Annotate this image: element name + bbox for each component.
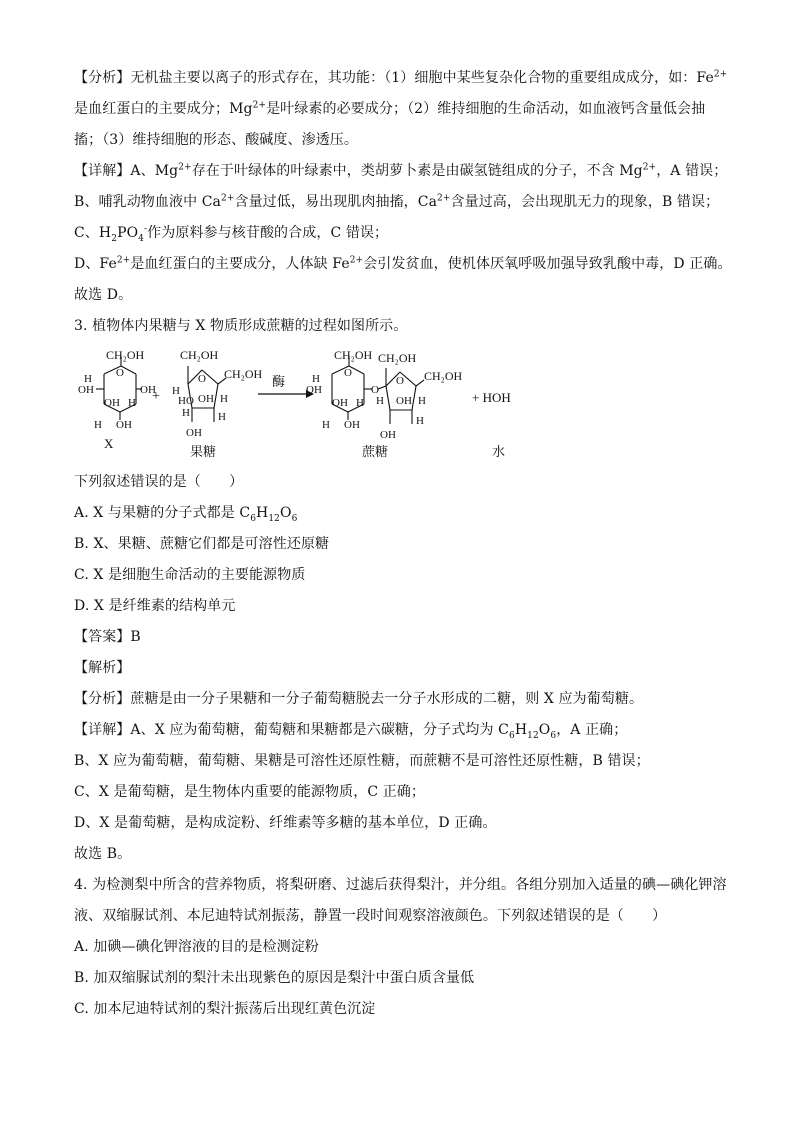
fructose-h-right: H bbox=[220, 393, 228, 405]
conclusion-q2: 故选 D。 bbox=[74, 287, 133, 303]
sucrose-glc-oh-bottom: OH bbox=[344, 419, 360, 431]
fructose-ring-o: O bbox=[198, 373, 206, 385]
glucose-ch2oh: CH₂OH bbox=[106, 348, 145, 362]
sucrose-fru-h-right: H bbox=[418, 395, 426, 407]
plus-sign-1: + bbox=[152, 389, 160, 404]
label-x: X bbox=[104, 436, 114, 451]
detail-q2-line2: B、哺乳动物血液中 $Ca^{2+}$含量过低，易出现肌肉抽搐，$Ca^{2+}$含量过高，会出现肌无力的现象，B 错误； bbox=[74, 193, 720, 210]
option-3d: D. X 是纤维素的结构单元 bbox=[74, 598, 236, 614]
analysis-q2-line3: 搐；（3）维持细胞的形态、酸碱度、渗透压。 bbox=[74, 132, 359, 148]
question-3-stem: 3. 植物体内果糖与 X 物质形成蔗糖的过程如图所示。 bbox=[74, 318, 408, 334]
label-water: 水 bbox=[492, 444, 506, 459]
glycosidic-o: O bbox=[371, 384, 379, 396]
option-4a: A. 加碘—碘化钾溶液的目的是检测淀粉 bbox=[74, 939, 319, 955]
sucrose-glc-ring-o: O bbox=[344, 367, 352, 379]
sucrose-formation-diagram bbox=[74, 344, 634, 464]
label-fructose: 果糖 bbox=[190, 444, 217, 459]
sucrose-fru-ring-o: O bbox=[396, 375, 404, 387]
detail-q2-line1: 【详解】A、$Mg^{2+}$存在于叶绿体的叶绿素中，类胡萝卜素是由碳氢链组成的分子，不含 $Mg^{2+}$，A 错误； bbox=[74, 162, 728, 179]
glucose-h1: H bbox=[84, 373, 92, 385]
glucose-oh-mid: OH bbox=[104, 397, 120, 409]
sucrose-glc-ch2oh: CH₂OH bbox=[334, 348, 373, 362]
option-4c: C. 加本尼迪特试剂的梨汁振荡后出现红黄色沉淀 bbox=[74, 1001, 376, 1017]
analysis-q2-line2: 是血红蛋白的主要成分；$Mg^{2+}$是叶绿素的必要成分；（2）维持细胞的生命活动，如血液钙含量低会抽 bbox=[74, 100, 706, 117]
fructose-ch2oh-right: CH₂OH bbox=[224, 367, 263, 381]
sucrose-fru-ch2oh-right: CH₂OH bbox=[424, 369, 463, 383]
detail-q2-line3: C、$H_2PO_4^-$作为原料参与核苷酸的合成，C 错误； bbox=[74, 224, 389, 244]
jiexi-3: 【解析】 bbox=[74, 660, 131, 676]
water-formula: + HOH bbox=[472, 390, 511, 405]
detail-q3-line1: 【详解】A、X 应为葡萄糖，葡萄糖和果糖都是六碳糖，分子式均为 $C_6H_{12}O_6$，A 正确； bbox=[74, 722, 628, 741]
glucose-oh-right: OH bbox=[140, 384, 156, 396]
sucrose-glc-oh-left: OH bbox=[306, 384, 322, 396]
fructose-h-bottom-right: H bbox=[218, 411, 226, 423]
glucose-structure bbox=[96, 356, 142, 420]
option-3a: A. X 与果糖的分子式都是 $C_6H_{12}O_6$ bbox=[74, 505, 298, 524]
sucrose-glc-h2: H bbox=[356, 397, 364, 409]
fructose-oh-bottom: OH bbox=[186, 427, 202, 439]
option-3c: C. X 是细胞生命活动的主要能源物质 bbox=[74, 567, 306, 583]
glucose-ring-o: O bbox=[116, 367, 124, 379]
sucrose-fru-ch2oh-top: CH₂OH bbox=[378, 351, 417, 365]
detail-q3-line4: D、X 是葡萄糖，是构成淀粉、纤维素等多糖的基本单位，D 正确。 bbox=[74, 815, 497, 831]
sucrose-fru-oh-bottom: OH bbox=[380, 429, 396, 441]
option-3b: B. X、果糖、蔗糖它们都是可溶性还原糖 bbox=[74, 536, 330, 552]
analysis-q2-line1: 【分析】无机盐主要以离子的形式存在，其功能：（1）细胞中某些复杂化合物的重要组成成分，如：$Fe^{2+}$ bbox=[74, 69, 728, 86]
sucrose-fru-h-left: H bbox=[376, 395, 384, 407]
glucose-h2: H bbox=[128, 397, 136, 409]
fructose-h-bottom: H bbox=[182, 407, 190, 419]
fructose-oh-mid: OH bbox=[198, 393, 214, 405]
question-3-ask: 下列叙述错误的是（ ） bbox=[74, 474, 244, 490]
question-4-stem2: 液、双缩脲试剂、本尼迪特试剂振荡，静置一段时间观察溶液颜色。下列叙述错误的是（ ） bbox=[74, 908, 667, 924]
fructose-ch2oh-top: CH₂OH bbox=[180, 348, 219, 362]
detail-q3-line2: B、X 应为葡萄糖，葡萄糖、果糖是可溶性还原性糖，而蔗糖不是可溶性还原性糖，B 错误； bbox=[74, 753, 650, 769]
sucrose-fru-h-bottom: H bbox=[416, 415, 424, 427]
option-4b: B. 加双缩脲试剂的梨汁未出现紫色的原因是梨汁中蛋白质含量低 bbox=[74, 970, 475, 986]
sucrose-glc-h3: H bbox=[322, 419, 330, 431]
sucrose-glc-h1: H bbox=[312, 373, 320, 385]
answer-3: 【答案】B bbox=[74, 629, 141, 645]
analysis-q3: 【分析】蔗糖是由一分子果糖和一分子葡萄糖脱去一分子水形成的二糖，则 X 应为葡萄糖。 bbox=[74, 691, 644, 707]
question-4-stem1: 4. 为检测梨中所含的营养物质，将梨研磨、过滤后获得梨汁，并分组。各组分别加入适量的碘—碘化钾溶 bbox=[74, 877, 727, 893]
fructose-ho: HO bbox=[178, 395, 194, 407]
sucrose-glc-oh-mid: OH bbox=[332, 397, 348, 409]
detail-q3-line3: C、X 是葡萄糖，是生物体内重要的能源物质，C 正确； bbox=[74, 784, 425, 800]
detail-q2-line4: D、$Fe^{2+}$是血红蛋白的主要成分，人体缺 $Fe^{2+}$会引发贫血，使机体厌氧呼吸加强导致乳酸中毒，D 正确。 bbox=[74, 255, 732, 272]
fructose-h-left: H bbox=[172, 385, 180, 397]
sucrose-fru-oh-mid: OH bbox=[396, 395, 412, 407]
glucose-oh-bottom: OH bbox=[116, 419, 132, 431]
glucose-h3: H bbox=[94, 419, 102, 431]
enzyme-label: 酶 bbox=[272, 374, 286, 389]
conclusion-q3: 故选 B。 bbox=[74, 846, 132, 862]
glucose-oh-left: OH bbox=[78, 384, 94, 396]
label-sucrose: 蔗糖 bbox=[362, 444, 389, 459]
